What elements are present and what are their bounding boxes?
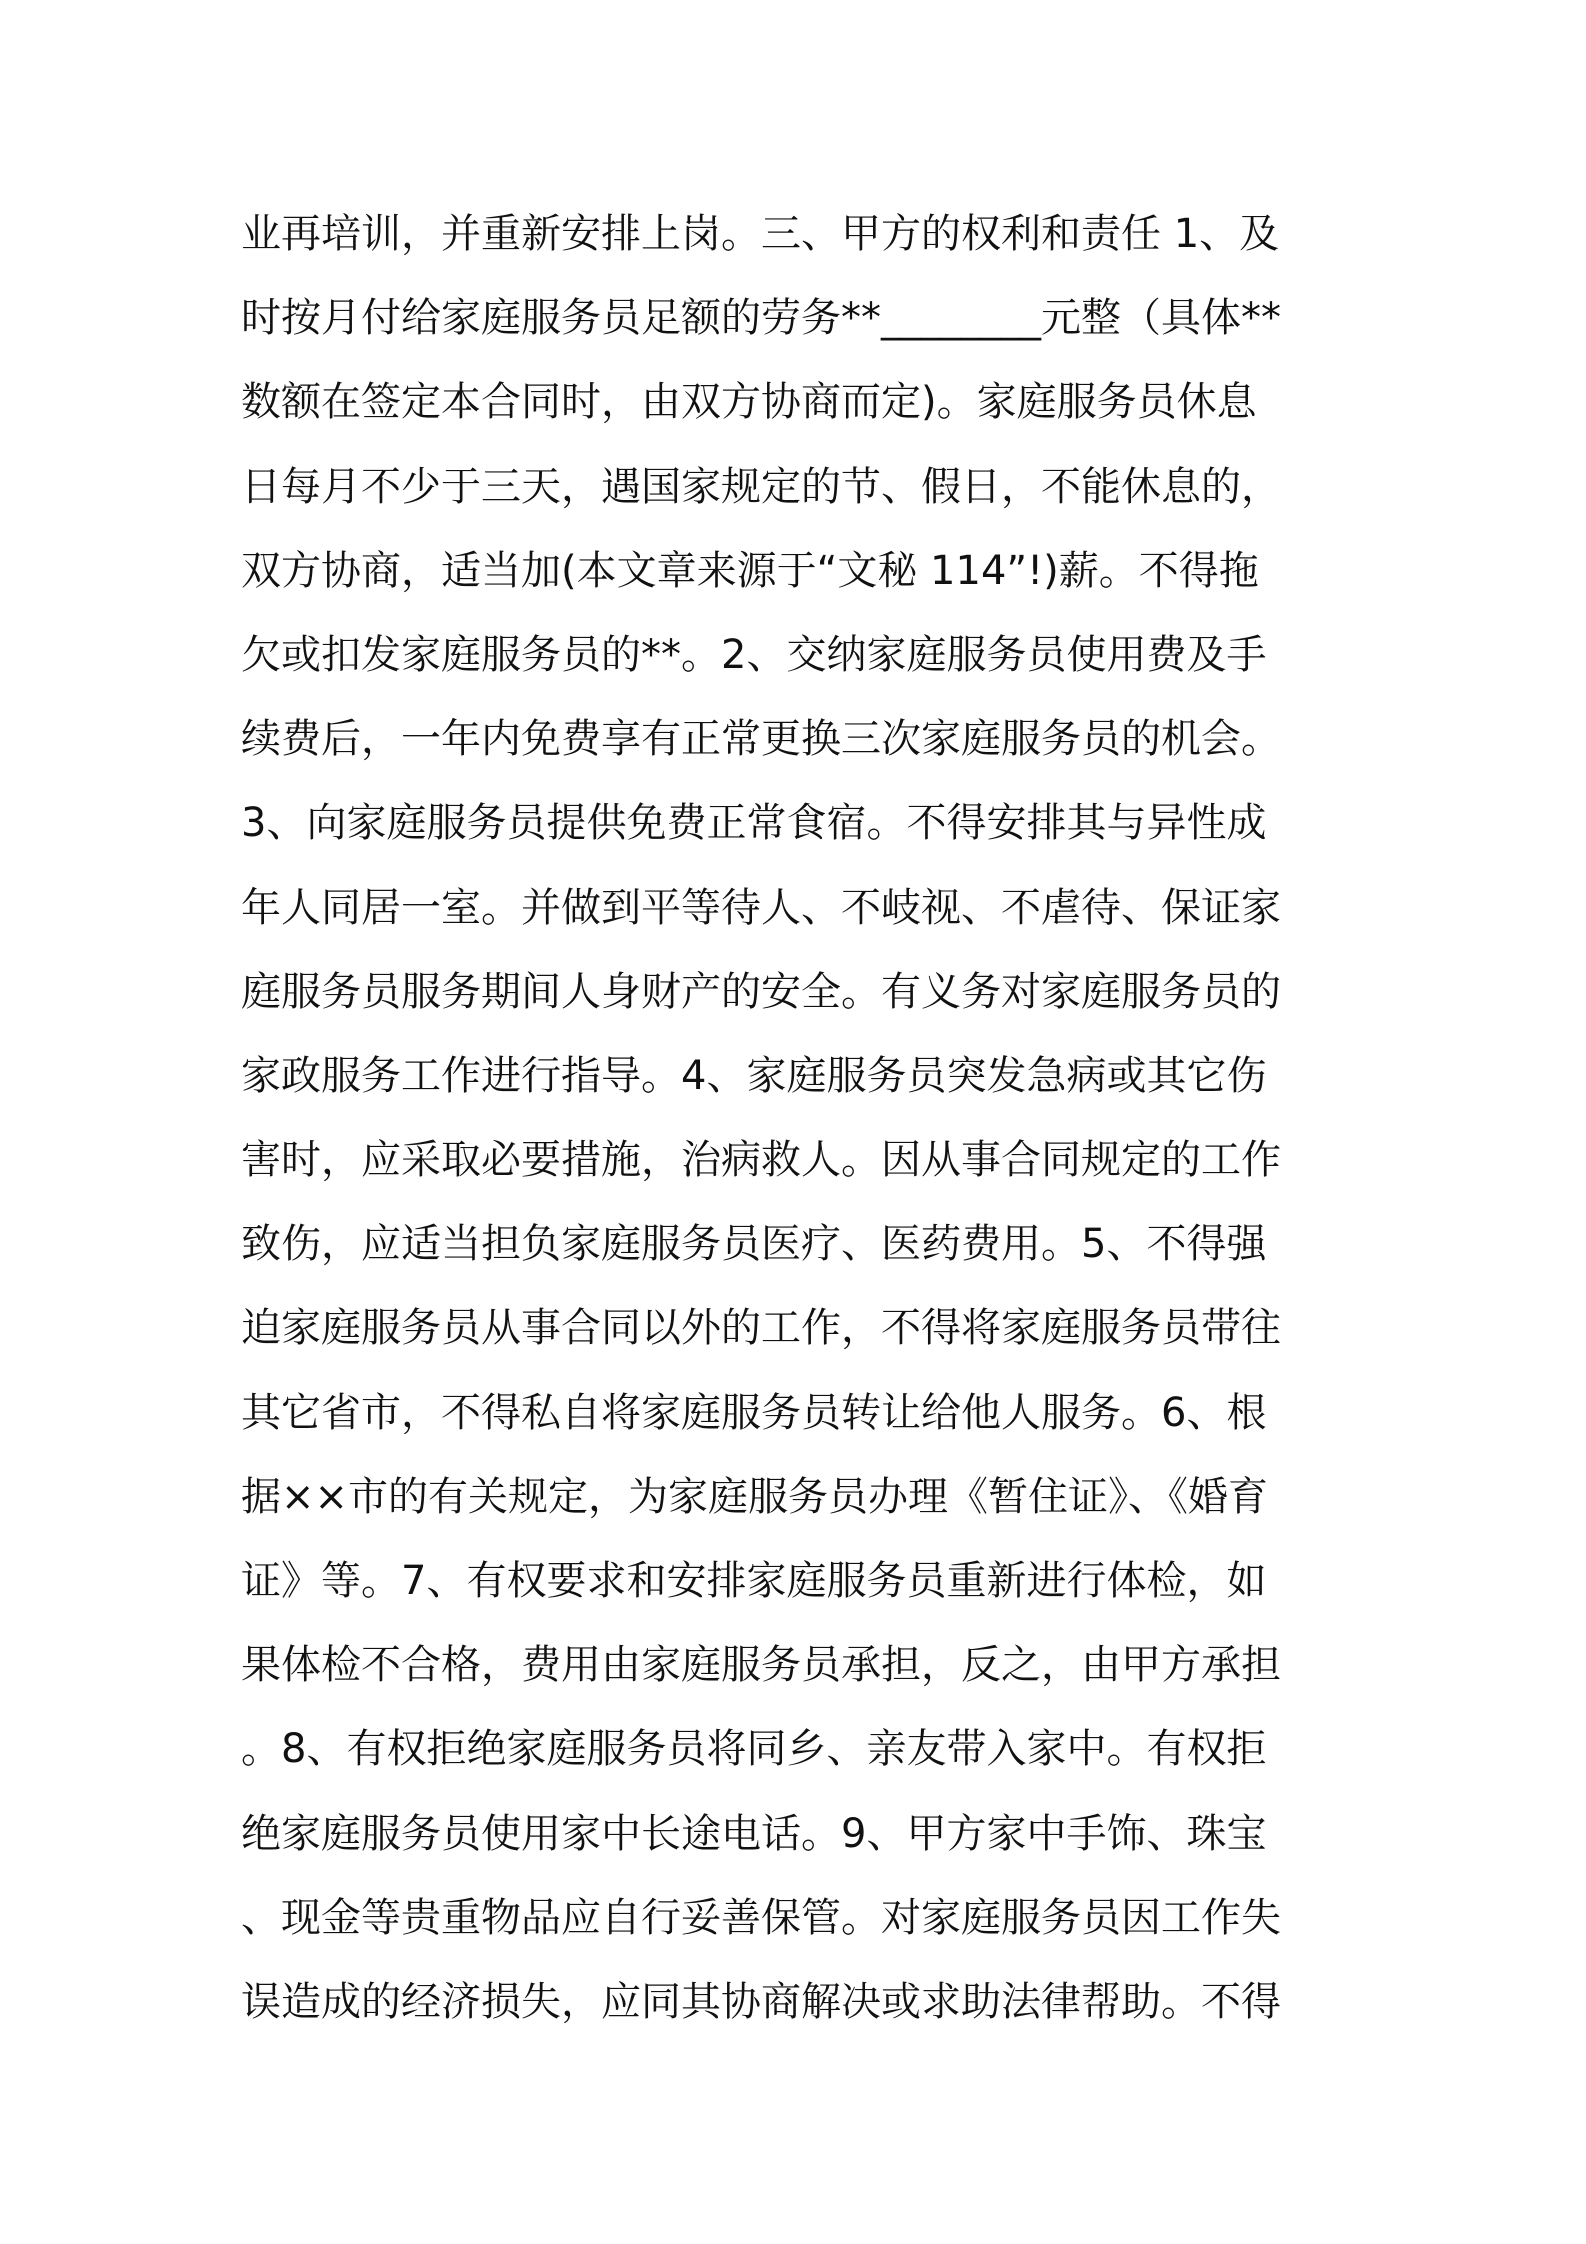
text-line: 家政服务工作进行指导。4、家庭服务员突发急病或其它伤 bbox=[241, 1052, 1267, 1099]
text-line: 年人同居一室。并做到平等待人、不岐视、不虐待、保证家 bbox=[241, 884, 1281, 931]
text-line: 致伤，应适当担负家庭服务员医疗、医药费用。5、不得强 bbox=[241, 1221, 1267, 1268]
text-line: 业再培训，并重新安排上岗。三、甲方的权利和责任 1、及 bbox=[241, 211, 1280, 257]
text-line: 其它省市，不得私自将家庭服务员转让给他人服务。6、根 bbox=[241, 1389, 1267, 1436]
text-line: 日每月不少于三天，遇国家规定的节、假日，不能休息的， bbox=[241, 463, 1281, 510]
text-line: 据××市的有关规定，为家庭服务员办理《暂住证》、《婚育 bbox=[241, 1473, 1269, 1520]
text-line: 双方协商，适当加(本文章来源于“文秘 114”!)薪。不得拖 bbox=[241, 547, 1259, 594]
text-line: 3、向家庭服务员提供免费正常食宿。不得安排其与异性成 bbox=[241, 800, 1267, 847]
text-line: 时按月付给家庭服务员足额的劳务**________元整（具体** bbox=[241, 295, 1281, 342]
text-line: 绝家庭服务员使用家中长途电话。9、甲方家中手饰、珠宝 bbox=[241, 1810, 1267, 1857]
text-line: 庭服务员服务期间人身财产的安全。有义务对家庭服务员的 bbox=[241, 968, 1281, 1015]
text-line: 害时，应采取必要措施，治病救人。因从事合同规定的工作 bbox=[241, 1137, 1281, 1184]
text-line: 果体检不合格，费用由家庭服务员承担，反之，由甲方承担 bbox=[241, 1642, 1281, 1689]
text-line: 数额在签定本合同时，由双方协商而定)。家庭服务员休息 bbox=[241, 379, 1257, 426]
document-body bbox=[241, 192, 1361, 2044]
text-line: 误造成的经济损失，应同其协商解决或求助法律帮助。不得 bbox=[241, 1978, 1281, 2025]
text-line: 迫家庭服务员从事合同以外的工作，不得将家庭服务员带往 bbox=[241, 1305, 1281, 1352]
text-line: 证》等。7、有权要求和安排家庭服务员重新进行体检，如 bbox=[241, 1558, 1267, 1604]
text-line: 欠或扣发家庭服务员的**。2、交纳家庭服务员使用费及手 bbox=[241, 631, 1267, 678]
text-line: 。8、有权拒绝家庭服务员将同乡、亲友带入家中。有权拒 bbox=[241, 1726, 1267, 1773]
text-line: 、现金等贵重物品应自行妥善保管。对家庭服务员因工作失 bbox=[241, 1894, 1281, 1941]
text-line: 续费后，一年内免费享有正常更换三次家庭服务员的机会。 bbox=[241, 716, 1281, 763]
